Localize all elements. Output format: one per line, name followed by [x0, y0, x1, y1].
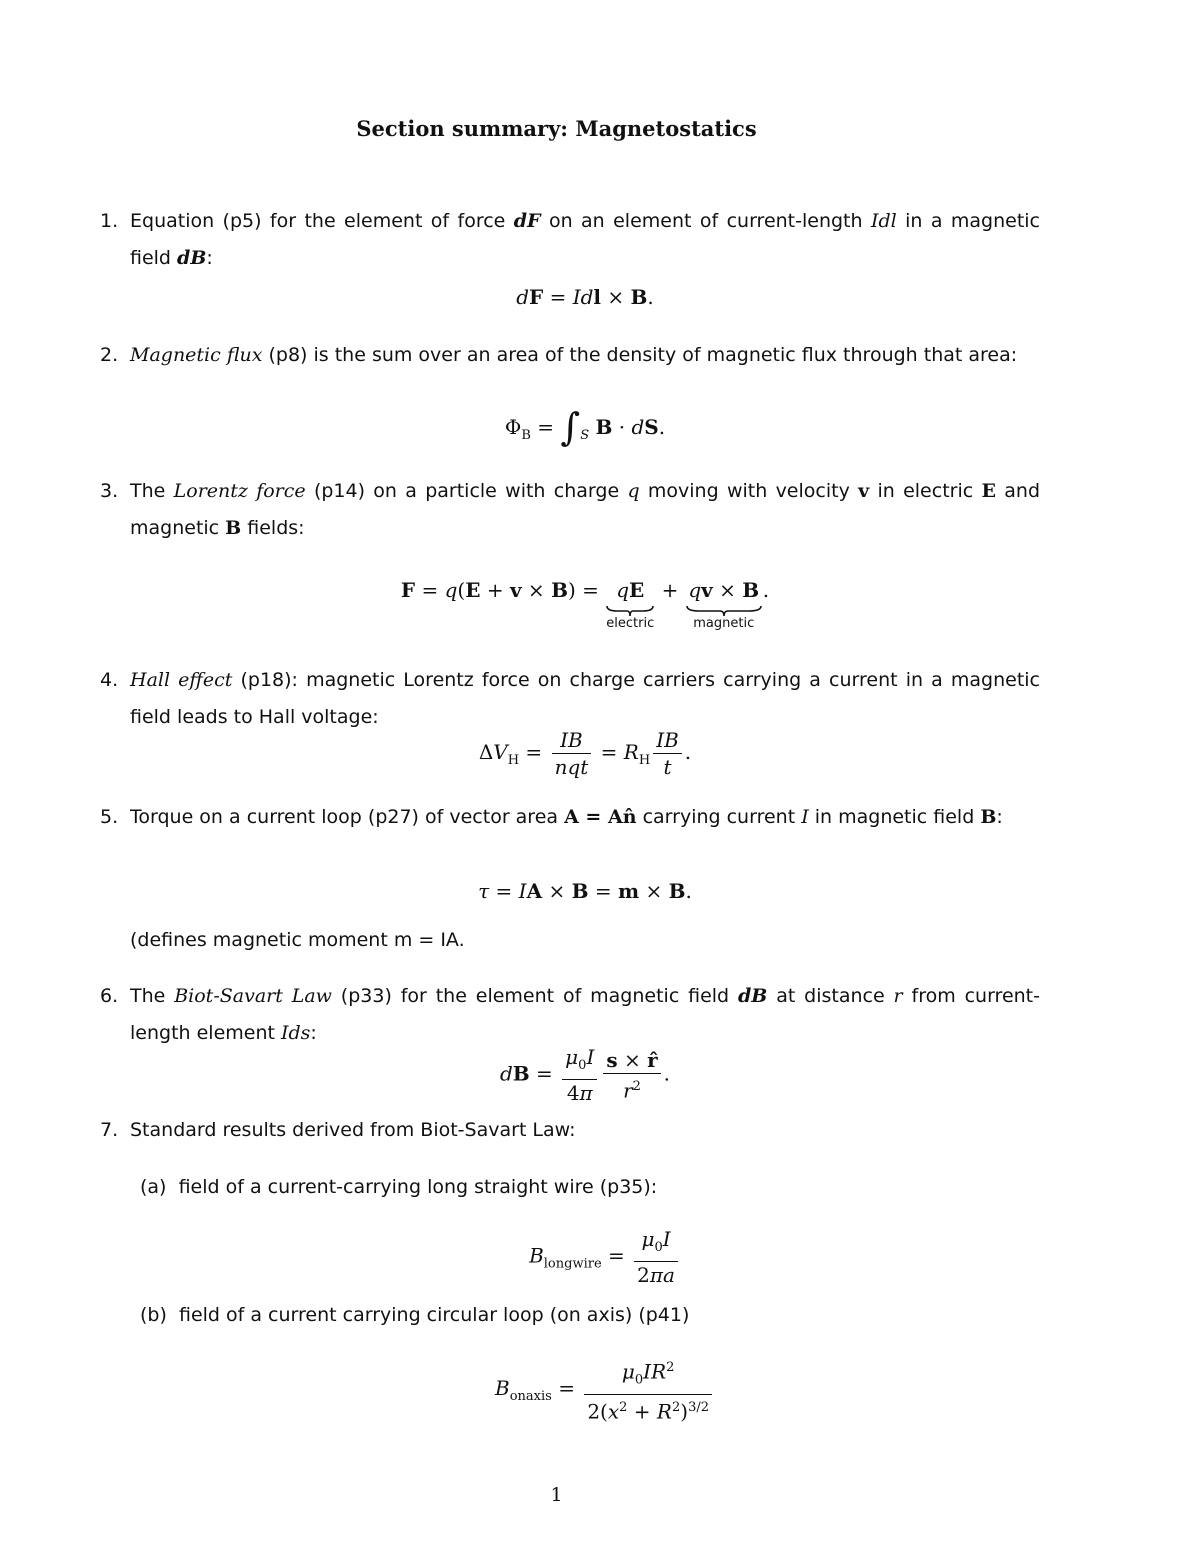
list-item-3	[100, 473, 1040, 547]
list-item-7	[100, 1112, 1040, 1149]
item-text: The Biot-Savart Law (p33) for the element of magnetic field dB at distance r from current-length element Ids:	[130, 985, 1040, 1044]
equation-biot-savart: dB = $\frac{\mu_0I}{4\pi}$ $\frac{s \times r̂}{r^2}$ .	[499, 1045, 671, 1105]
item-text: Hall effect (p18): magnetic Lorentz force on charge carriers carrying a current in a magnetic field leads to Hall voltage:	[130, 669, 1040, 728]
magnetic-moment-note: (defines magnetic moment m = IA.	[130, 929, 465, 951]
item-text: Standard results derived from Biot-Savart Law:	[130, 1119, 576, 1141]
equation-long-wire: $B_{longwire}$ = $\frac{\mu_0I}{2\pi a}$	[170, 1226, 1040, 1288]
list-item-4	[100, 662, 1040, 736]
list-item-5	[100, 799, 1040, 836]
item-number: 6.	[100, 985, 119, 1007]
sub-item-b: (b) field of a current carrying circular loop (on axis) (p41)	[140, 1304, 690, 1326]
sub-item-a: (a) field of a current-carrying long straight wire (p35):	[140, 1176, 658, 1198]
list-item-2	[100, 337, 1040, 374]
item-number: 2.	[100, 344, 119, 366]
item-number: 7.	[100, 1119, 119, 1141]
equation-magnetic-flux: $\Phi_B = \int_S$ B · dS.	[504, 405, 666, 449]
item-number: 4.	[100, 669, 119, 691]
equation-force-element: dF = Idl × B.	[516, 285, 654, 309]
equation-hall-voltage: $\Delta V_H$ = $\frac{IB}{\text{nqt}}$ = $R_H$ $\frac{IB}{t}$ .	[478, 728, 692, 779]
item-text: Equation (p5) for the element of force dF on an element of current-length Idl in a magnetic field dB:	[130, 210, 1040, 269]
list-item-1	[100, 203, 1040, 277]
item-number: 3.	[100, 480, 119, 502]
item-text: The Lorentz force (p14) on a particle with charge q moving with velocity v in electric E and magnetic B fields:	[130, 480, 1041, 539]
equation-lorentz-force: F = q(E + v × B) = qE electric + qv × B magnetic .	[130, 575, 1040, 631]
page-number: 1	[550, 1484, 563, 1506]
equation-torque: τ = IA × B = m × B.	[478, 879, 692, 903]
electric-term: qE electric	[606, 578, 655, 631]
item-number: 5.	[100, 806, 119, 828]
equation-loop-on-axis: $B_{onaxis}$ = $\frac{\mu_0IR^2}{2(x^2 + R^2)^{3/2}}$	[170, 1355, 1040, 1424]
item-number: 1.	[100, 210, 119, 232]
item-text: Magnetic flux (p8) is the sum over an area of the density of magnetic flux through that area:	[130, 344, 1018, 366]
list-item-6	[100, 978, 1040, 1052]
item-text: Torque on a current loop (p27) of vector area A = An̂ carrying current I in magnetic field B:	[130, 806, 1003, 828]
page-title: Section summary: Magnetostatics	[356, 116, 757, 141]
magnetic-term: qv × B magnetic	[688, 578, 760, 631]
